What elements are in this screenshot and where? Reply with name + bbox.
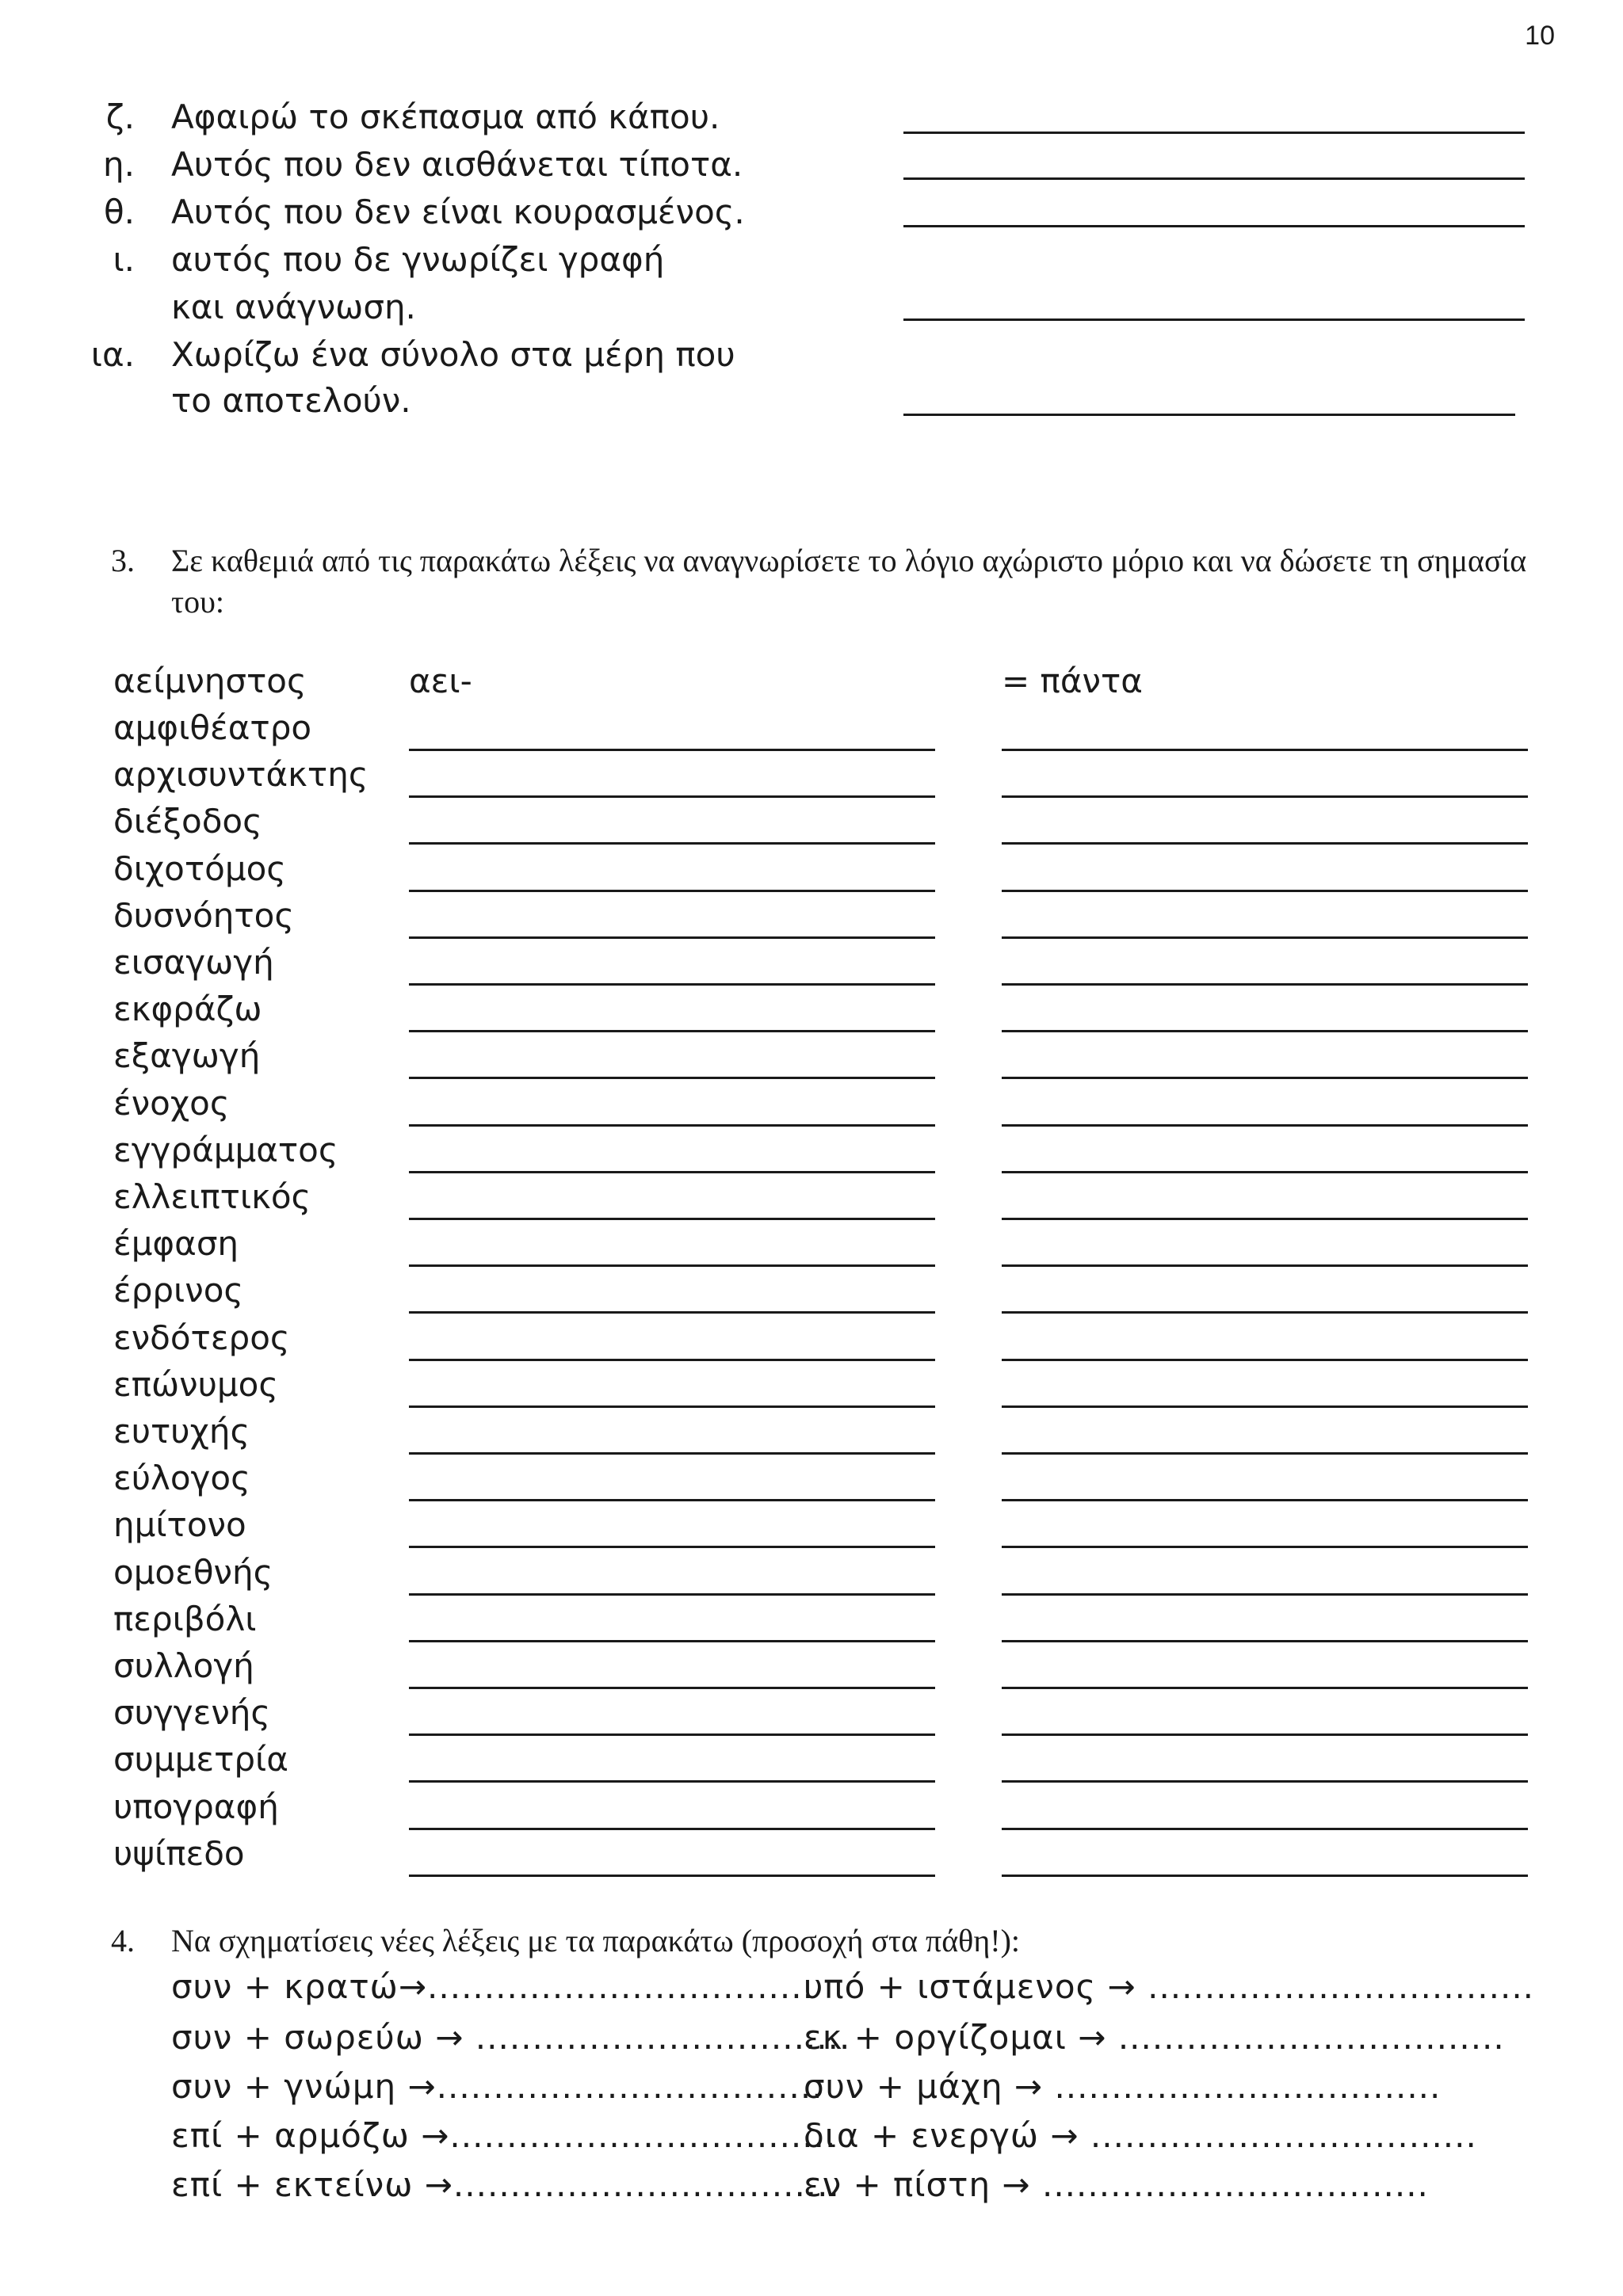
word-label: συγγενής: [113, 1693, 271, 1732]
word-label: εισαγωγή: [113, 943, 274, 982]
word-row: [0, 704, 1623, 751]
word-label: ευτυχής: [113, 1412, 250, 1451]
answer-line[interactable]: [903, 225, 1525, 227]
word-row: [0, 1032, 1623, 1079]
word-label: δυσνόητος: [113, 896, 295, 935]
word-label: εύλογος: [113, 1459, 250, 1497]
page-number: 10: [1525, 21, 1555, 51]
meaning-answer-line[interactable]: [1002, 1077, 1528, 1079]
word-label: εγγράμματος: [113, 1131, 338, 1169]
exercise-right[interactable]: εκ + οργίζομαι → ..................................: [804, 2018, 1505, 2057]
word-row: [0, 845, 1623, 892]
item-text: Αφαιρώ το σκέπασμα από κάπου.: [171, 97, 720, 136]
section-instruction: Να σχηματίσεις νέες λέξεις με τα παρακάτω (προσοχή στα πάθη!):: [171, 1923, 1021, 1958]
word-label: ελλειπτικός: [113, 1177, 311, 1216]
answer-line[interactable]: [903, 318, 1525, 321]
section-number: 3.: [111, 543, 135, 578]
exercise-right[interactable]: υπό + ιστάμενος → ..................................: [804, 1967, 1535, 2006]
item-marker: θ.: [103, 193, 135, 231]
item-marker: ια.: [90, 335, 135, 374]
word-label: ενδότερος: [113, 1318, 290, 1357]
word-row: [0, 1689, 1623, 1736]
prefix-answer-line[interactable]: [409, 1077, 935, 1079]
exercise-row: [0, 2160, 1623, 2210]
meaning-answer-line[interactable]: [1002, 1311, 1528, 1314]
example-word: αείμνηστος: [113, 662, 307, 700]
word-row: [0, 1314, 1623, 1361]
word-label: επώνυμος: [113, 1365, 278, 1404]
word-row: [0, 1220, 1623, 1267]
item-text: αυτός που δε γνωρίζει γραφή: [171, 240, 665, 279]
word-row: [0, 1361, 1623, 1408]
exercise-left[interactable]: επί + εκτείνω →..................................: [171, 2165, 840, 2204]
prefix-answer-line[interactable]: [409, 1546, 935, 1548]
meaning-answer-line[interactable]: [1002, 842, 1528, 845]
word-row: [0, 798, 1623, 845]
exercise-right[interactable]: εν + πίστη → ..................................: [804, 2165, 1429, 2204]
word-row: [0, 939, 1623, 986]
word-row: [0, 1408, 1623, 1455]
section-number: 4.: [111, 1923, 135, 1958]
prefix-answer-line[interactable]: [409, 1875, 935, 1877]
word-label: ημίτονο: [113, 1505, 246, 1544]
word-row: [0, 1830, 1623, 1877]
item-text: και ανάγνωση.: [171, 288, 416, 326]
word-row: [0, 1455, 1623, 1501]
word-label: ομοεθνής: [113, 1553, 273, 1592]
word-row: [0, 1642, 1623, 1689]
example-row: [0, 658, 1623, 704]
prefix-answer-line[interactable]: [409, 1780, 935, 1783]
word-label: έμφαση: [113, 1224, 239, 1263]
exercise-row: [0, 1962, 1623, 2012]
word-row: [0, 1783, 1623, 1830]
exercise-right[interactable]: συν + μάχη → ..................................: [804, 2067, 1442, 2106]
word-row: [0, 1501, 1623, 1548]
item-text: το αποτελούν.: [171, 381, 411, 420]
exercise-row: [0, 2061, 1623, 2112]
word-label: συμμετρία: [113, 1740, 288, 1779]
example-prefix: αει-: [409, 662, 472, 700]
word-label: εξαγωγή: [113, 1036, 261, 1075]
word-label: υπογραφή: [113, 1787, 279, 1826]
exercise-left[interactable]: συν + γνώμη →..................................: [171, 2067, 823, 2106]
item-text: Αυτός που δεν είναι κουρασμένος.: [171, 193, 745, 231]
word-row: [0, 986, 1623, 1032]
prefix-answer-line[interactable]: [409, 842, 935, 845]
exercise-row: [0, 2012, 1623, 2063]
item-text: Χωρίζω ένα σύνολο στα μέρη που: [171, 335, 735, 374]
word-row: [0, 751, 1623, 798]
meaning-answer-line[interactable]: [1002, 1780, 1528, 1783]
word-label: περιβόλι: [113, 1600, 257, 1638]
word-label: διέξοδος: [113, 802, 262, 841]
section-instruction: Σε καθεμιά από τις παρακάτω λέξεις να αναγνωρίσετε το λόγιο αχώριστο μόριο και να δώσετε τη σημασία του:: [171, 543, 1527, 620]
word-label: συλλογή: [113, 1646, 254, 1685]
item-marker: η.: [103, 145, 135, 184]
word-label: υψίπεδο: [113, 1834, 245, 1873]
word-row: [0, 1549, 1623, 1596]
word-label: εκφράζω: [113, 990, 262, 1028]
word-label: αρχισυντάκτης: [113, 755, 369, 794]
meaning-answer-line[interactable]: [1002, 1875, 1528, 1877]
exercise-left[interactable]: συν + σωρεύω → .................................: [171, 2018, 851, 2057]
item-marker: ζ.: [105, 97, 135, 136]
item-marker: ι.: [113, 240, 135, 279]
word-label: διχοτόμος: [113, 849, 286, 888]
word-row: [0, 1080, 1623, 1127]
word-row: [0, 1267, 1623, 1314]
exercise-right[interactable]: δια + ενεργώ → ..................................: [804, 2116, 1477, 2155]
prefix-answer-line[interactable]: [409, 1311, 935, 1314]
meaning-answer-line[interactable]: [1002, 1546, 1528, 1548]
answer-line[interactable]: [903, 177, 1525, 180]
answer-line[interactable]: [903, 132, 1525, 134]
word-row: [0, 1173, 1623, 1220]
exercise-left[interactable]: επί + αρμόζω →..................................: [171, 2116, 837, 2155]
word-row: [0, 1596, 1623, 1642]
word-label: ένοχος: [113, 1084, 230, 1123]
example-meaning: = πάντα: [1002, 662, 1143, 700]
word-row: [0, 1127, 1623, 1173]
item-text: Αυτός που δεν αισθάνεται τίποτα.: [171, 145, 743, 184]
word-label: έρρινος: [113, 1271, 244, 1310]
word-label: αμφιθέατρο: [113, 708, 312, 747]
exercise-left[interactable]: συν + κρατώ→..................................: [171, 1967, 814, 2006]
word-row: [0, 1736, 1623, 1783]
exercise-row: [0, 2111, 1623, 2161]
word-row: [0, 892, 1623, 939]
answer-line[interactable]: [903, 414, 1515, 416]
